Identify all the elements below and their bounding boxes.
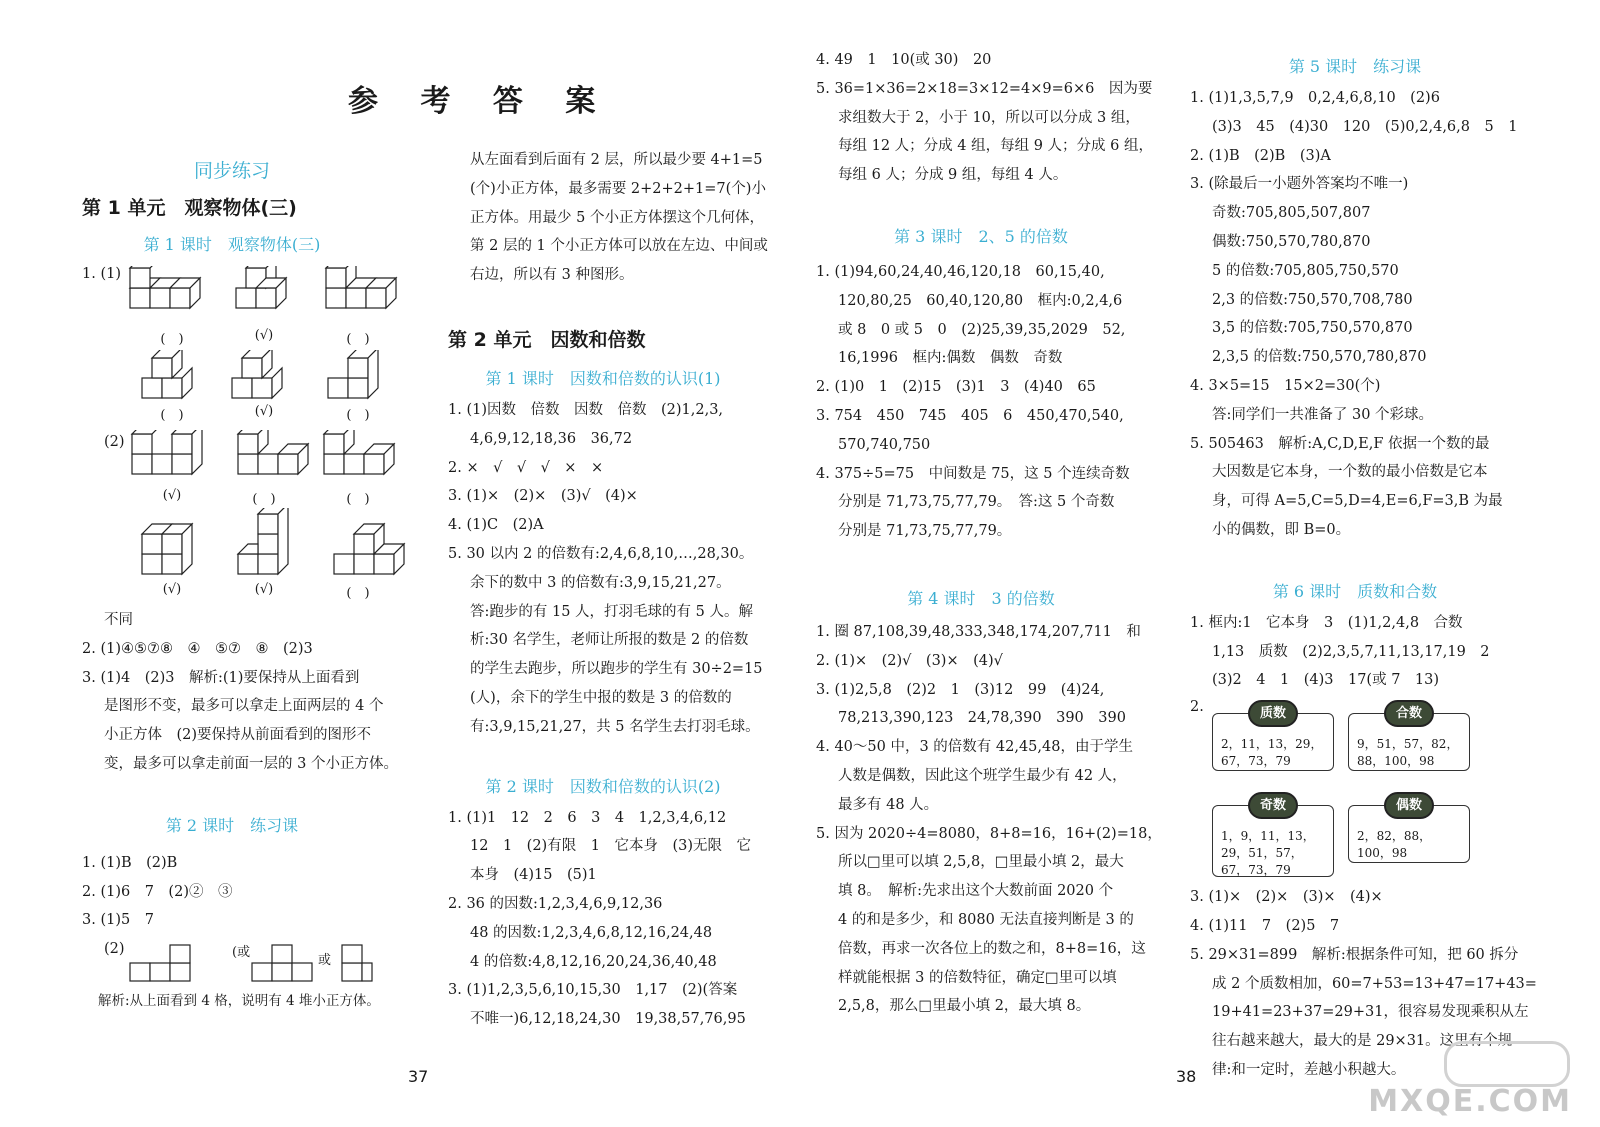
cube-figures-row2 (136, 350, 436, 410)
answer-line: 是图形不变，最多可以拿走上面两层的 4 个 (104, 698, 384, 715)
answer-line: 第 2 层的 1 个小正方体可以放在左边、中间或 (470, 238, 768, 255)
answer-line: 4. 3×5=15 15×2=30(个) (1190, 377, 1381, 394)
answer-line: 4,6,9,12,18,36 36,72 (470, 430, 633, 447)
column-1 (82, 156, 422, 1016)
answer-line: 分别是 71,73,75,77,79。 (838, 523, 1012, 540)
composite-box (1348, 706, 1470, 771)
even-label: 偶数 (1384, 792, 1434, 819)
answer-line: 有:3,9,15,21,27，共 5 名学生去打羽毛球。 (470, 718, 760, 735)
answer-line: 变，最多可以拿走前面一层的 3 个小正方体。 (104, 755, 398, 772)
bracket: ( ) (346, 408, 370, 423)
answer-line: 小的偶数，即 B=0。 (1212, 521, 1351, 538)
bracket: ( ) (346, 586, 370, 601)
answer-line: 倍数，再求一次各位上的数之和，8+8=16，这 (838, 940, 1146, 957)
answer-line: 1. (1)B (2)B (82, 854, 178, 871)
q2-label: 2. (1190, 699, 1204, 716)
cube-figures-row4 (138, 508, 438, 588)
answer-line: 正方体。用最少 5 个小正方体摆这个几何体， (470, 209, 764, 226)
answer-line: 的学生去跑步，所以跑步的学生有 30÷2=15 (470, 661, 763, 678)
answer-line: 3. 754 450 745 405 6 450,470,540, (816, 407, 1124, 424)
q2-category-boxes (1190, 695, 1530, 883)
answer-line: 3. (1)× (2)× (3)√ (4)× (448, 488, 638, 505)
answer-line: 1. (1)1,3,5,7,9 0,2,4,6,8,10 (2)6 (1190, 90, 1440, 106)
diff-text: 不同 (104, 612, 133, 628)
u2l2-title: 第 2 课时 因数和倍数的认识(2) (485, 776, 721, 796)
answer-line: 2. (1)× (2)√ (3)× (4)√ (816, 652, 1003, 669)
answer-line: 偶数:750,570,780,870 (1212, 233, 1371, 250)
answer-line: 答:跑步的有 15 人，打羽毛球的有 5 人。解 (470, 603, 753, 620)
q1-row2 (82, 356, 422, 430)
answer-line: 大因数是它本身，一个数的最小倍数是它本 (1212, 464, 1488, 481)
u1l2-title: 第 2 课时 练习课 (165, 815, 299, 835)
answer-line: 2,5,8，那么□里最小填 2，最大填 8。 (838, 998, 1091, 1015)
answer-line: 2. (1)B (2)B (3)A (1190, 147, 1331, 164)
bracket: ( ) (346, 332, 370, 347)
u1l1-title: 第 1 课时 观察物体(三) (143, 235, 321, 254)
answer-line: 填 8。 解析:先求出这个大数前面 2020 个 (838, 883, 1114, 900)
answer-line: 2,3 的倍数:750,570,708,780 (1212, 291, 1413, 308)
u2l5-title: 第 5 课时 练习课 (1288, 57, 1422, 76)
answer-line: 5. 36=1×36=2×18=3×12=4×9=6×6 因为要 (816, 80, 1153, 97)
bracket: (√) (254, 404, 274, 419)
right-page (800, 0, 1600, 1127)
answer-line: 从左面看到后面有 2 层，所以最少要 4+1=5 (470, 152, 763, 168)
prime-content: 2，11，13，29，67，73，79 (1221, 737, 1323, 769)
q1-row3 (82, 430, 422, 518)
answer-line: 人数是偶数，因此这个班学生最少有 42 人， (838, 767, 1127, 784)
answer-line: 每组 6 人；分成 9 组，每组 4 人。 (838, 167, 1068, 184)
even-box (1348, 798, 1470, 863)
answer-line: 78,213,390,123 24,78,390 390 390 (838, 710, 1126, 727)
bracket: (√) (162, 582, 182, 597)
unit2-title: 第 2 单元 因数和倍数 (448, 328, 646, 351)
answer-line: 4. (1)C (2)A (448, 517, 544, 534)
answer-line: 19+41=23+37=29+31，很容易发现乘积从左 (1212, 1004, 1529, 1021)
answer-line: 样就能根据 3 的倍数特征，确定□里可以填 (838, 969, 1117, 986)
column-3 (816, 46, 1162, 1021)
bracket: ( ) (252, 492, 276, 507)
bracket: (√) (162, 488, 182, 503)
answer-line: 5. 505463 解析:A,C,D,E,F 依据一个数的最 (1190, 435, 1490, 452)
answer-line: 5. 30 以内 2 的倍数有:2,4,6,8,10,…,28,30。 (448, 545, 754, 562)
u2l3-title: 第 3 课时 2、5 的倍数 (894, 226, 1068, 246)
q3-2-figure (82, 935, 422, 987)
bracket: (√) (254, 582, 274, 597)
answer-line: 4. 49 1 10(或 30) 20 (816, 52, 992, 68)
answer-line: 析:30 名学生，老师让所报的数是 2 的倍数 (470, 632, 749, 649)
bracket: ( ) (160, 332, 184, 347)
odd-box (1212, 798, 1334, 878)
answer-line: 4. 40～50 中，3 的倍数有 42,45,48，由于学生 (816, 739, 1133, 756)
page-title: 参 考 答 案 (348, 84, 612, 119)
answer-line: 3. (除最后一小题外答案均不唯一) (1190, 176, 1409, 193)
answer-line: 律:和一定时，差越小积越大。 (1212, 1061, 1406, 1078)
answer-line: 小正方体 (2)要保持从前面看到的图形不 (104, 727, 372, 744)
answer-line: 4. 375÷5=75 中间数是 75，这 5 个连续奇数 (816, 465, 1130, 482)
watermark-logo (1444, 1041, 1570, 1087)
answer-line: 3. (1)× (2)× (3)× (4)× (1190, 889, 1383, 906)
answer-line: 3,5 的倍数:705,750,570,870 (1212, 320, 1413, 337)
answer-line: 5. 29×31=899 解析:根据条件可知，把 60 拆分 (1190, 946, 1519, 963)
answer-line: 最多有 48 人。 (838, 796, 939, 813)
answer-line: 1. 圈 87,108,39,48,333,348,174,207,711 和 (816, 623, 1141, 640)
answer-line: (3)2 4 1 (4)3 17(或 7 13) (1212, 672, 1440, 689)
answer-line: 2. 36 的因数:1,2,3,4,6,9,12,36 (448, 895, 663, 912)
answer-line: 身，可得 A=5,C=5,D=4,E=6,F=3,B 为最 (1212, 493, 1503, 510)
answer-line: 余下的数中 3 的倍数有:3,9,15,21,27。 (470, 574, 731, 591)
answer-line: 1,13 质数 (2)2,3,5,7,11,13,17,19 2 (1212, 643, 1490, 660)
page-number-left: 37 (408, 1067, 429, 1086)
even-content: 2，82，88，100，98 (1357, 829, 1432, 861)
answer-line: (个)小正方体，最多需要 2+2+2+1=7(个)小 (470, 180, 766, 197)
odd-label: 奇数 (1248, 792, 1298, 819)
answer-line: (人)，余下的学生中报的数是 3 的倍数的 (470, 689, 732, 706)
cube-figures-row1 (126, 266, 436, 326)
answer-line: 4 的倍数:4,8,12,16,20,24,36,40,48 (470, 953, 717, 970)
q1-row1 (82, 262, 422, 356)
answer-line: 1. (1)因数 倍数 因数 倍数 (2)1,2,3, (448, 401, 724, 418)
answer-line: 1. 框内:1 它本身 3 (1)1,2,4,8 合数 (1190, 614, 1463, 631)
bracket: ( ) (346, 492, 370, 507)
answer-line: 分别是 71,73,75,77,79。 答:这 5 个奇数 (838, 494, 1115, 511)
answer-line: (3)3 45 (4)30 120 (5)0,2,4,6,8 5 1 (1212, 118, 1518, 135)
answer-line: 2,3,5 的倍数:750,570,780,870 (1212, 349, 1427, 366)
answer-line: 12 1 (2)有限 1 它本身 (3)无限 它 (470, 838, 751, 855)
answer-line: 不唯一)6,12,18,24,30 19,38,57,76,95 (470, 1011, 746, 1028)
answer-line: 解析:从上面看到 4 格，说明有 4 堆小正方体。 (98, 993, 380, 1010)
answer-line: 5. 因为 2020÷4=8080，8+8=16，16+(2)=18， (816, 825, 1162, 842)
answer-line: 2. (1)0 1 (2)15 (3)1 3 (4)40 65 (816, 379, 1096, 396)
u2l6-title: 第 6 课时 质数和合数 (1272, 581, 1438, 601)
answer-line: 或 8 0 或 5 0 (2)25,39,35,2029 52, (838, 321, 1126, 338)
page-number-right: 38 (1176, 1067, 1197, 1086)
answer-line: 右边，所以有 3 种图形。 (470, 267, 634, 284)
answer-line: 570,740,750 (838, 436, 931, 453)
answer-line: 120,80,25 60,40,120,80 框内:0,2,4,6 (838, 292, 1123, 309)
answer-line: 每组 12 人；分成 4 组，每组 9 人；分成 6 组， (838, 138, 1153, 155)
answer-line: 本身 (4)15 (5)1 (470, 867, 597, 884)
answer-line: 答:同学们一共准备了 30 个彩球。 (1212, 406, 1434, 423)
q1-2-label: (2) (104, 434, 125, 450)
bracket: ( ) (160, 408, 184, 423)
answer-line: 奇数:705,805,507,807 (1212, 205, 1371, 222)
q1-row4 (82, 518, 422, 614)
q1-label: 1. (1) (82, 266, 121, 282)
answer-line: 3. (1)2,5,8 (2)2 1 (3)12 99 (4)24, (816, 681, 1105, 698)
column-4 (1190, 50, 1537, 1085)
section-heading: 同步练习 (193, 160, 270, 182)
column-2 (448, 146, 788, 1034)
answer-line: 1. (1)1 12 2 6 3 4 1,2,3,4,6,12 (448, 809, 727, 826)
answer-line: 48 的因数:1,2,3,4,6,8,12,16,24,48 (470, 924, 713, 941)
answer-line: 往右越来越大，最大的是 29×31。这里有个规 (1212, 1033, 1513, 1050)
answer-line: 4. (1)11 7 (2)5 7 (1190, 917, 1340, 934)
answer-line: 4 的和是多少，和 8080 无法直接判断是 3 的 (838, 911, 1134, 928)
top-view-figures (126, 939, 376, 983)
answer-line: 5 的倍数:705,805,750,570 (1212, 262, 1399, 279)
or-text-2: 或 (318, 953, 332, 969)
prime-box (1212, 706, 1334, 771)
composite-label: 合数 (1384, 700, 1434, 727)
answer-line: 1. (1)94,60,24,40,46,120,18 60,15,40, (816, 263, 1105, 280)
watermark: MXQE.COM (1368, 1084, 1572, 1119)
cube-figures-row3 (128, 430, 438, 490)
odd-content: 1，9，11，13，29，51，57，67，73，79 (1221, 829, 1315, 878)
answer-line: 2. × √ √ √ × × (448, 459, 604, 476)
u2l1-title: 第 1 课时 因数和倍数的认识(1) (485, 368, 721, 388)
q3-2-label: (2) (104, 941, 125, 958)
answer-line: 2. (1)④⑤⑦⑧ ④ ⑤⑦ ⑧ (2)3 (82, 640, 313, 657)
prime-label: 质数 (1248, 700, 1298, 727)
answer-line: 求组数大于 2，小于 10，所以可以分成 3 组， (838, 109, 1140, 126)
answer-line: 成 2 个质数相加，60=7+53=13+47=17+43= (1212, 975, 1537, 992)
composite-content: 9，51，57，82，88，100，98 (1357, 737, 1459, 769)
answer-line: 2. (1)6 7 (2)② ③ (82, 883, 233, 900)
bracket: (√) (254, 328, 274, 343)
answer-line: 3. (1)4 (2)3 解析:(1)要保持从上面看到 (82, 669, 360, 686)
u2l4-title: 第 4 课时 3 的倍数 (907, 588, 1055, 608)
unit1-title: 第 1 单元 观察物体(三) (82, 197, 297, 219)
answer-line: 3. (1)5 7 (82, 912, 154, 929)
answer-line: 3. (1)1,2,3,5,6,10,15,30 1,17 (2)(答案 (448, 982, 738, 999)
answer-line: 16,1996 框内:偶数 偶数 奇数 (838, 350, 1063, 367)
or-text-1: (或 (232, 945, 251, 961)
answer-line: 所以□里可以填 2,5,8，□里最小填 2，最大 (838, 854, 1124, 871)
